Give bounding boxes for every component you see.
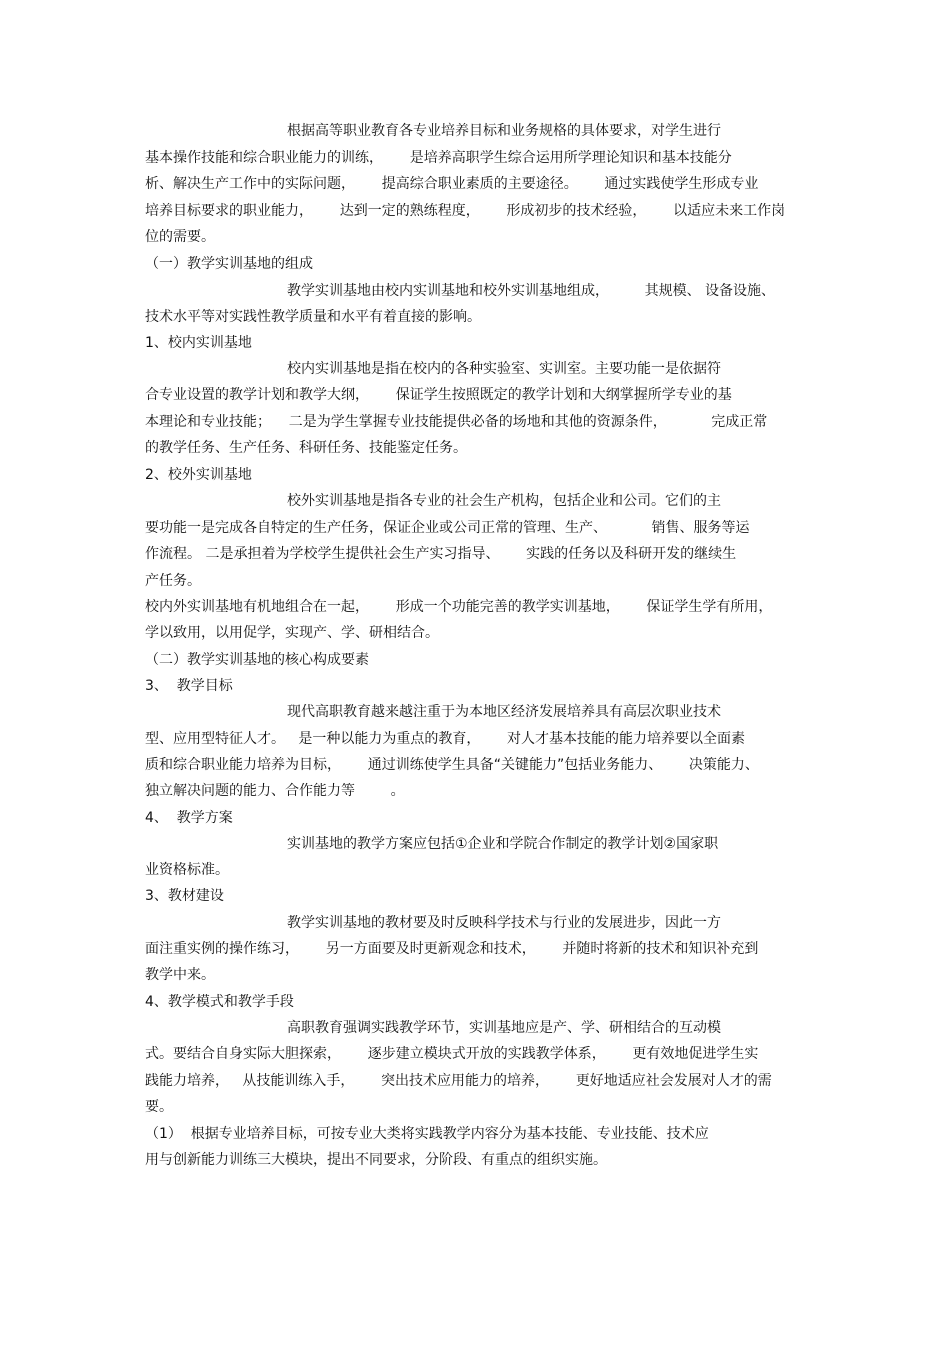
text-line: 产任务。	[145, 573, 201, 589]
text-line: 质和综合职业能力培养为目标， 通过训练使学生具备“关键能力”包括业务能力、 决策能力、	[145, 757, 759, 773]
text-line: 实训基地的教学方案应包括①企业和学院合作制定的教学计划②国家职	[287, 836, 719, 852]
text-line: 技术水平等对实践性教学质量和水平有着直接的影响。	[145, 309, 481, 325]
text-line: 培养目标要求的职业能力， 达到一定的熟练程度， 形成初步的技术经验， 以适应未来工作岗	[145, 203, 786, 219]
text-line: 作流程。 二是承担着为学校学生提供社会生产实习指导、 实践的任务以及科研开发的继续生	[145, 546, 737, 562]
text-line: 现代高职教育越来越注重于为本地区经济发展培养具有高层次职业技术	[287, 704, 721, 720]
text-line: 面注重实例的操作练习， 另一方面要及时更新观念和技术， 并随时将新的技术和知识补充到	[145, 941, 759, 957]
text-line: 高职教育强调实践教学环节，实训基地应是产、学、研相结合的互动模	[287, 1020, 721, 1036]
subsection-heading: 4、 教学方案	[145, 810, 233, 826]
text-line: 教学实训基地由校内实训基地和校外实训基地组成， 其规模、 设备设施、	[287, 283, 776, 299]
text-line: 教学中来。	[145, 967, 215, 983]
subsection-heading: 1、校内实训基地	[145, 335, 252, 351]
text-line: 独立解决问题的能力、合作能力等 。	[145, 783, 405, 799]
section-heading: （一）教学实训基地的组成	[145, 256, 313, 272]
text-line: 校外实训基地是指各专业的社会生产机构，包括企业和公司。它们的主	[287, 493, 721, 509]
text-line: 基本操作技能和综合职业能力的训练， 是培养高职学生综合运用所学理论知识和基本技能分	[145, 150, 732, 166]
text-line: 的教学任务、生产任务、科研任务、技能鉴定任务。	[145, 440, 467, 456]
text-line: 式。要结合自身实际大胆探索， 逐步建立模块式开放的实践教学体系， 更有效地促进学生实	[145, 1046, 759, 1062]
text-line: 析、解决生产工作中的实际问题， 提高综合职业素质的主要途径。 通过实践使学生形成专业	[145, 176, 759, 192]
text-line: 型、应用型特征人才。 是一种以能力为重点的教育， 对人才基本技能的能力培养要以全面素	[145, 731, 746, 747]
text-line: 位的需要。	[145, 229, 215, 245]
text-line: 合专业设置的教学计划和教学大纲， 保证学生按照既定的教学计划和大纲掌握所学专业的基	[145, 387, 732, 403]
text-line: 要。	[145, 1099, 173, 1115]
text-line: 校内实训基地是指在校内的各种实验室、实训室。主要功能一是依据符	[287, 361, 721, 377]
text-line: 要功能一是完成各自特定的生产任务，保证企业或公司正常的管理、生产、 销售、服务等运	[145, 520, 750, 536]
text-line: 根据高等职业教育各专业培养目标和业务规格的具体要求，对学生进行	[287, 123, 721, 139]
text-line: 教学实训基地的教材要及时反映科学技术与行业的发展进步，因此一方	[287, 915, 721, 931]
text-line: 用与创新能力训练三大模块，提出不同要求，分阶段、有重点的组织实施。	[145, 1152, 607, 1168]
subsection-heading: 3、教材建设	[145, 888, 224, 904]
text-line: 业资格标准。	[145, 862, 229, 878]
text-line: 本理论和专业技能； 二是为学生掌握专业技能提供必备的场地和其他的资源条件， 完成正常	[145, 414, 768, 430]
subsection-heading: 3、 教学目标	[145, 678, 233, 694]
text-line: 校内外实训基地有机地组合在一起， 形成一个功能完善的教学实训基地， 保证学生学有所用，	[145, 599, 773, 615]
text-line: 学以致用，以用促学，实现产、学、研相结合。	[145, 625, 439, 641]
subsection-heading: 4、教学模式和教学手段	[145, 994, 294, 1010]
text-line: 践能力培养， 从技能训练入手， 突出技术应用能力的培养， 更好地适应社会发展对人才的需	[145, 1073, 772, 1089]
section-heading: （二）教学实训基地的核心构成要素	[145, 652, 369, 668]
text-line: （1） 根据专业培养目标，可按专业大类将实践教学内容分为基本技能、专业技能、技术应	[145, 1126, 709, 1142]
subsection-heading: 2、校外实训基地	[145, 467, 252, 483]
